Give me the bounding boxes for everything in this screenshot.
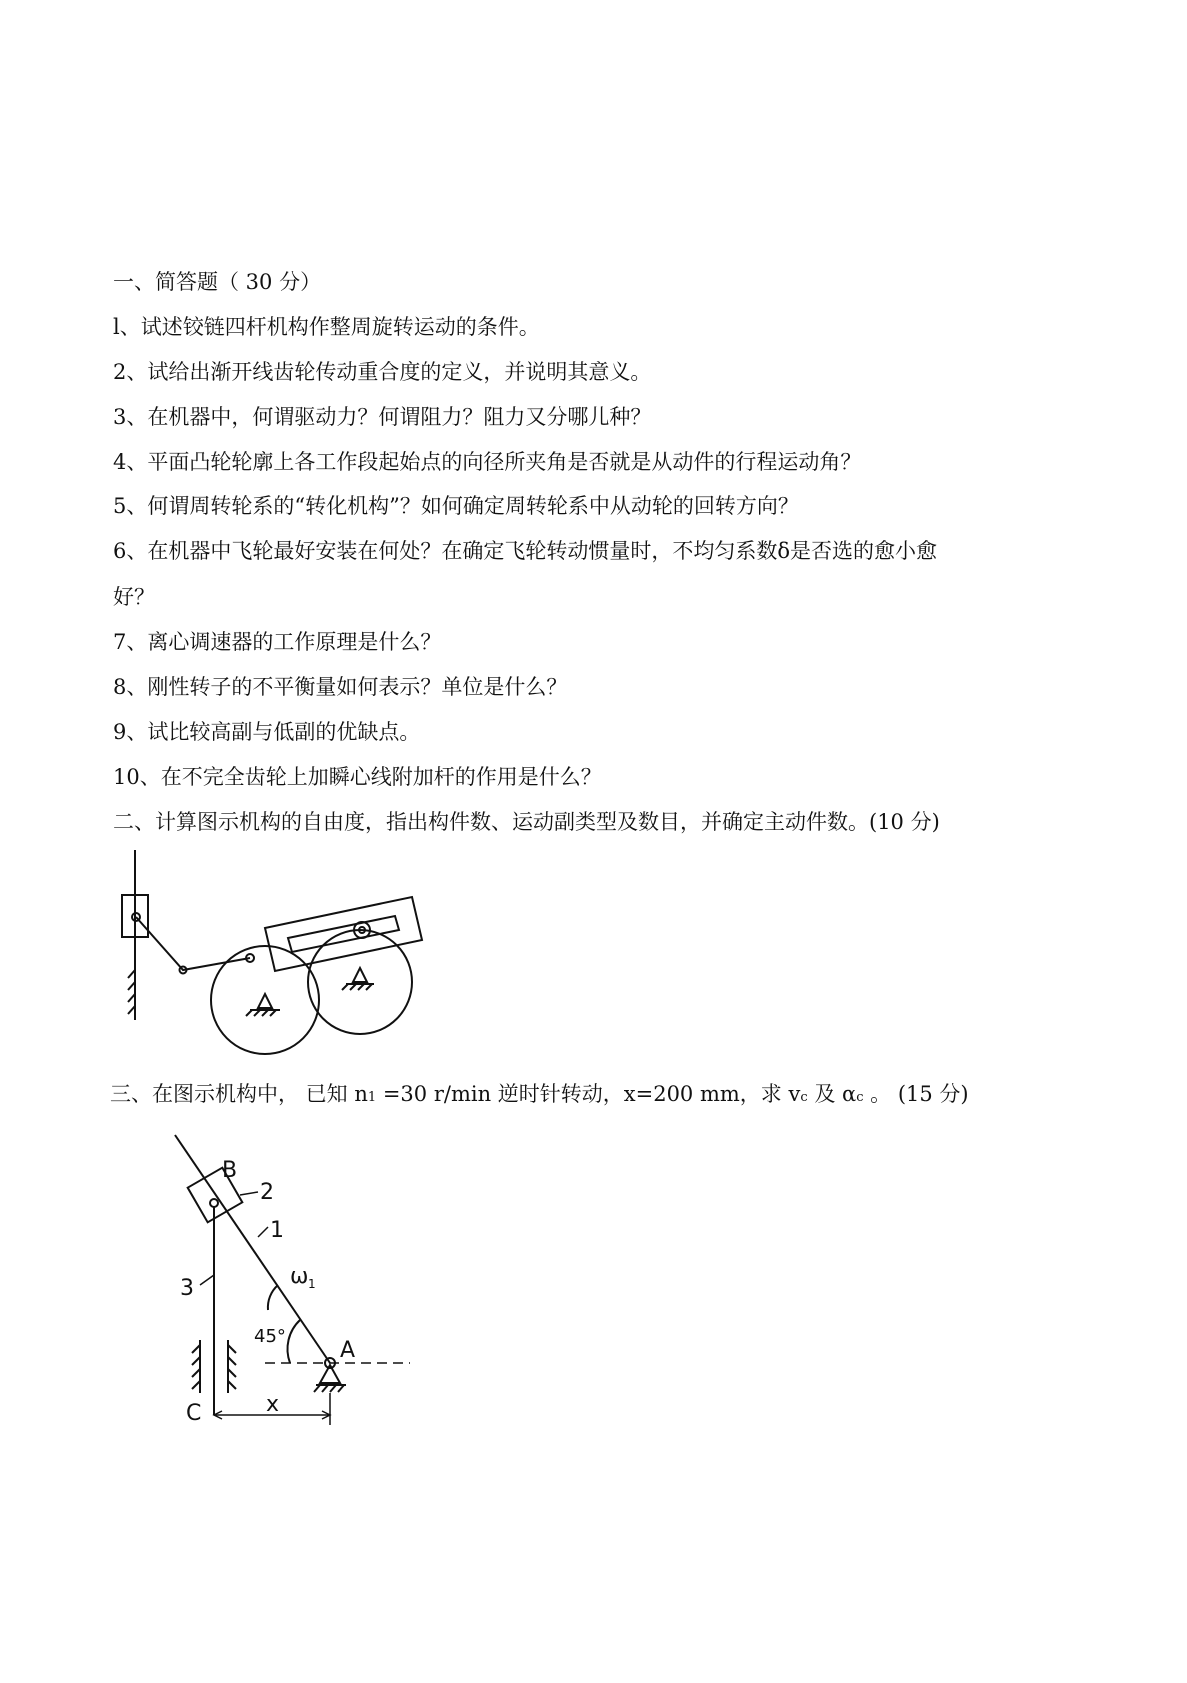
label-B: B <box>222 1158 238 1183</box>
label-3: 3 <box>180 1276 194 1301</box>
label-2: 2 <box>260 1180 274 1205</box>
label-omega-sub: 1 <box>308 1277 316 1291</box>
section3-sub-c2: c <box>856 1090 864 1105</box>
section2-title: 二、计算图示机构的自由度，指出构件数、运动副类型及数目，并确定主动件数。(10 分) <box>113 810 940 834</box>
section3-title-suffix: 。 (15 分) <box>863 1082 969 1106</box>
label-1: 1 <box>270 1218 284 1243</box>
section3-sub-c: c <box>800 1090 808 1105</box>
coupler-link <box>136 917 250 970</box>
question-7: 7、离心调速器的工作原理是什么？ <box>113 630 442 654</box>
left-disc <box>211 946 319 1054</box>
mechanism-figure-2 <box>150 1125 440 1445</box>
slotted-bar <box>265 897 422 971</box>
section3-sub-1: 1 <box>367 1090 377 1105</box>
label-omega: ω <box>290 1264 309 1289</box>
question-10: 10、在不完全齿轮上加瞬心线附加杆的作用是什么？ <box>113 765 602 789</box>
link-1 <box>175 1135 330 1363</box>
mechanism-figure-1 <box>100 850 460 1070</box>
question-2: 2、试给出渐开线齿轮传动重合度的定义，并说明其意义。 <box>113 360 652 384</box>
question-5: 5、何谓周转轮系的“转化机构”？如何确定周转轮系中从动轮的回转方向？ <box>113 494 799 518</box>
label-C: C <box>186 1401 202 1426</box>
label-A: A <box>340 1338 356 1363</box>
section3-title <box>110 1080 969 1112</box>
section1-title: 一、简答题（ 30 分） <box>113 270 322 294</box>
question-6: 6、在机器中飞轮最好安装在何处？在确定飞轮转动惯量时，不均匀系数δ是否选的愈小愈 <box>113 539 938 563</box>
label-x: x <box>266 1392 280 1417</box>
question-9: 9、试比较高副与低副的优缺点。 <box>113 720 421 744</box>
question-4: 4、平面凸轮轮廓上各工作段起始点的向径所夹角是否就是从动件的行程运动角？ <box>113 450 862 474</box>
section3-title-prefix: 三、在图示机构中， 已知 n <box>110 1082 368 1106</box>
question-6-continued: 好？ <box>113 585 155 609</box>
question-1: l、试述铰链四杆机构作整周旋转运动的条件。 <box>113 315 540 339</box>
label-angle: 45° <box>254 1326 286 1347</box>
question-8: 8、刚性转子的不平衡量如何表示？单位是什么？ <box>113 675 568 699</box>
section3-title-mid2: 及 α <box>807 1082 857 1106</box>
question-3: 3、在机器中，何谓驱动力？何谓阻力？阻力又分哪儿种？ <box>113 405 652 429</box>
section3-title-mid: =30 r/min 逆时针转动，x=200 mm，求 v <box>376 1082 801 1106</box>
